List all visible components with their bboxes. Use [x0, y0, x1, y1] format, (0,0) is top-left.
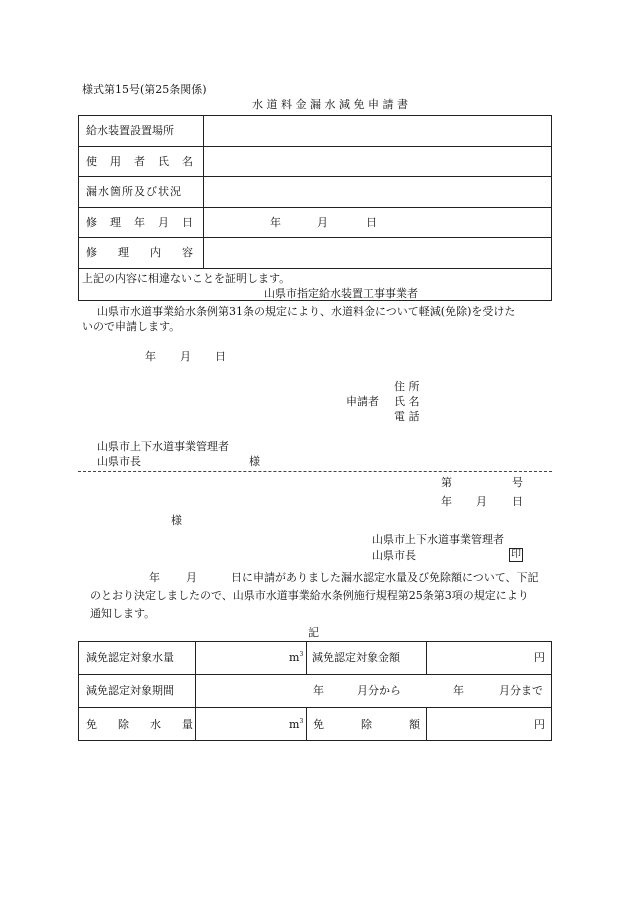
label-repair-content: 修理内容	[86, 246, 214, 259]
table-row-line	[78, 207, 552, 208]
result-divider	[306, 707, 307, 741]
yen-unit: 円	[534, 651, 545, 664]
notice-number-prefix: 第	[441, 476, 452, 489]
exempt-volume-unit: $m^3$	[289, 718, 304, 731]
form-number: 様式第15号(第25条関係)	[82, 83, 207, 96]
request-date-day[interactable]: 日	[215, 350, 226, 363]
period-year-1[interactable]: 年	[313, 684, 324, 697]
addressee-line-1: 山県市上下水道事業管理者	[97, 440, 229, 453]
request-line-1: 山県市水道事業給水条例第31条の規定により、水道料金について軽減(免除)を受けた	[97, 305, 516, 318]
label-exempt-volume: 免除水量	[86, 718, 214, 731]
certify-text: 上記の内容に相違ないことを証明します。	[82, 272, 291, 285]
repair-date-day[interactable]: 日	[366, 216, 377, 229]
issuer-line-1: 山県市上下水道事業管理者	[372, 533, 504, 546]
label-target-period: 減免認定対象期間	[86, 684, 174, 697]
notice-date-day: 日	[512, 495, 523, 508]
label-repair-date: 修理年月日	[86, 216, 206, 229]
repair-content-field[interactable]	[206, 240, 549, 265]
notice-body-year: 年	[149, 571, 160, 584]
label-supply-location: 給水装置設置場所	[86, 124, 174, 137]
issuer-line-2: 山県市長	[372, 549, 416, 562]
notice-body-line-2: のとおり決定しましたので、山県市水道事業給水条例施行規程第25条第3項の規定により	[90, 589, 529, 602]
ki-label: 記	[308, 626, 319, 639]
result-divider	[306, 641, 307, 674]
request-date-month[interactable]: 月	[180, 350, 191, 363]
cut-line	[78, 471, 552, 472]
table-row-line	[78, 237, 552, 238]
period-to[interactable]: 月分まで	[499, 684, 543, 697]
applicant-label: 申請者	[346, 395, 379, 408]
contractor-label: 山県市指定給水装置工事事業者	[264, 287, 418, 300]
user-name-field[interactable]	[206, 149, 549, 174]
request-line-2: いので申請します。	[82, 320, 181, 333]
period-from[interactable]: 月分から	[357, 684, 401, 697]
label-target-volume: 減免認定対象水量	[86, 651, 174, 664]
recipient-honorific: 様	[171, 514, 182, 527]
applicant-name-label: 氏 名	[394, 395, 420, 408]
period-year-2[interactable]: 年	[453, 684, 464, 697]
notice-number-suffix: 号	[512, 476, 523, 489]
request-date-year[interactable]: 年	[145, 350, 156, 363]
label-exempt-amount: 免除額	[313, 718, 457, 731]
applicant-address-label: 住 所	[394, 380, 420, 393]
addressee-line-2: 山県市長	[97, 455, 141, 468]
table-row-line	[78, 268, 552, 269]
notice-date-month: 月	[476, 495, 487, 508]
volume-unit: $m^3$	[289, 651, 304, 664]
result-row-line	[78, 707, 552, 708]
label-target-amount: 減免認定対象金額	[312, 651, 400, 664]
seal-stamp: 印	[511, 549, 521, 560]
result-row-line	[78, 674, 552, 675]
exempt-yen-unit: 円	[534, 718, 545, 731]
label-user-name: 使用者氏名	[86, 155, 206, 168]
notice-date-year: 年	[441, 495, 452, 508]
notice-body-line-3: 通知します。	[90, 607, 156, 620]
result-divider	[426, 641, 427, 674]
repair-date-year[interactable]: 年	[270, 216, 281, 229]
repair-date-month[interactable]: 月	[317, 216, 328, 229]
table-row-line	[78, 146, 552, 147]
applicant-phone-label: 電 話	[394, 410, 420, 423]
notice-body-month: 月	[186, 571, 197, 584]
addressee-honorific: 様	[249, 455, 260, 468]
notice-body-line-1: 日に申請がありました漏水認定水量及び免除額について、下記	[231, 571, 539, 584]
table-row-line	[78, 176, 552, 177]
form-title: 水 道 料 金 漏 水 減 免 申 請 書	[252, 98, 408, 111]
supply-location-field[interactable]	[206, 118, 549, 143]
label-leak-location: 漏水箇所及び状況	[86, 185, 182, 198]
leak-location-field[interactable]	[206, 179, 549, 204]
